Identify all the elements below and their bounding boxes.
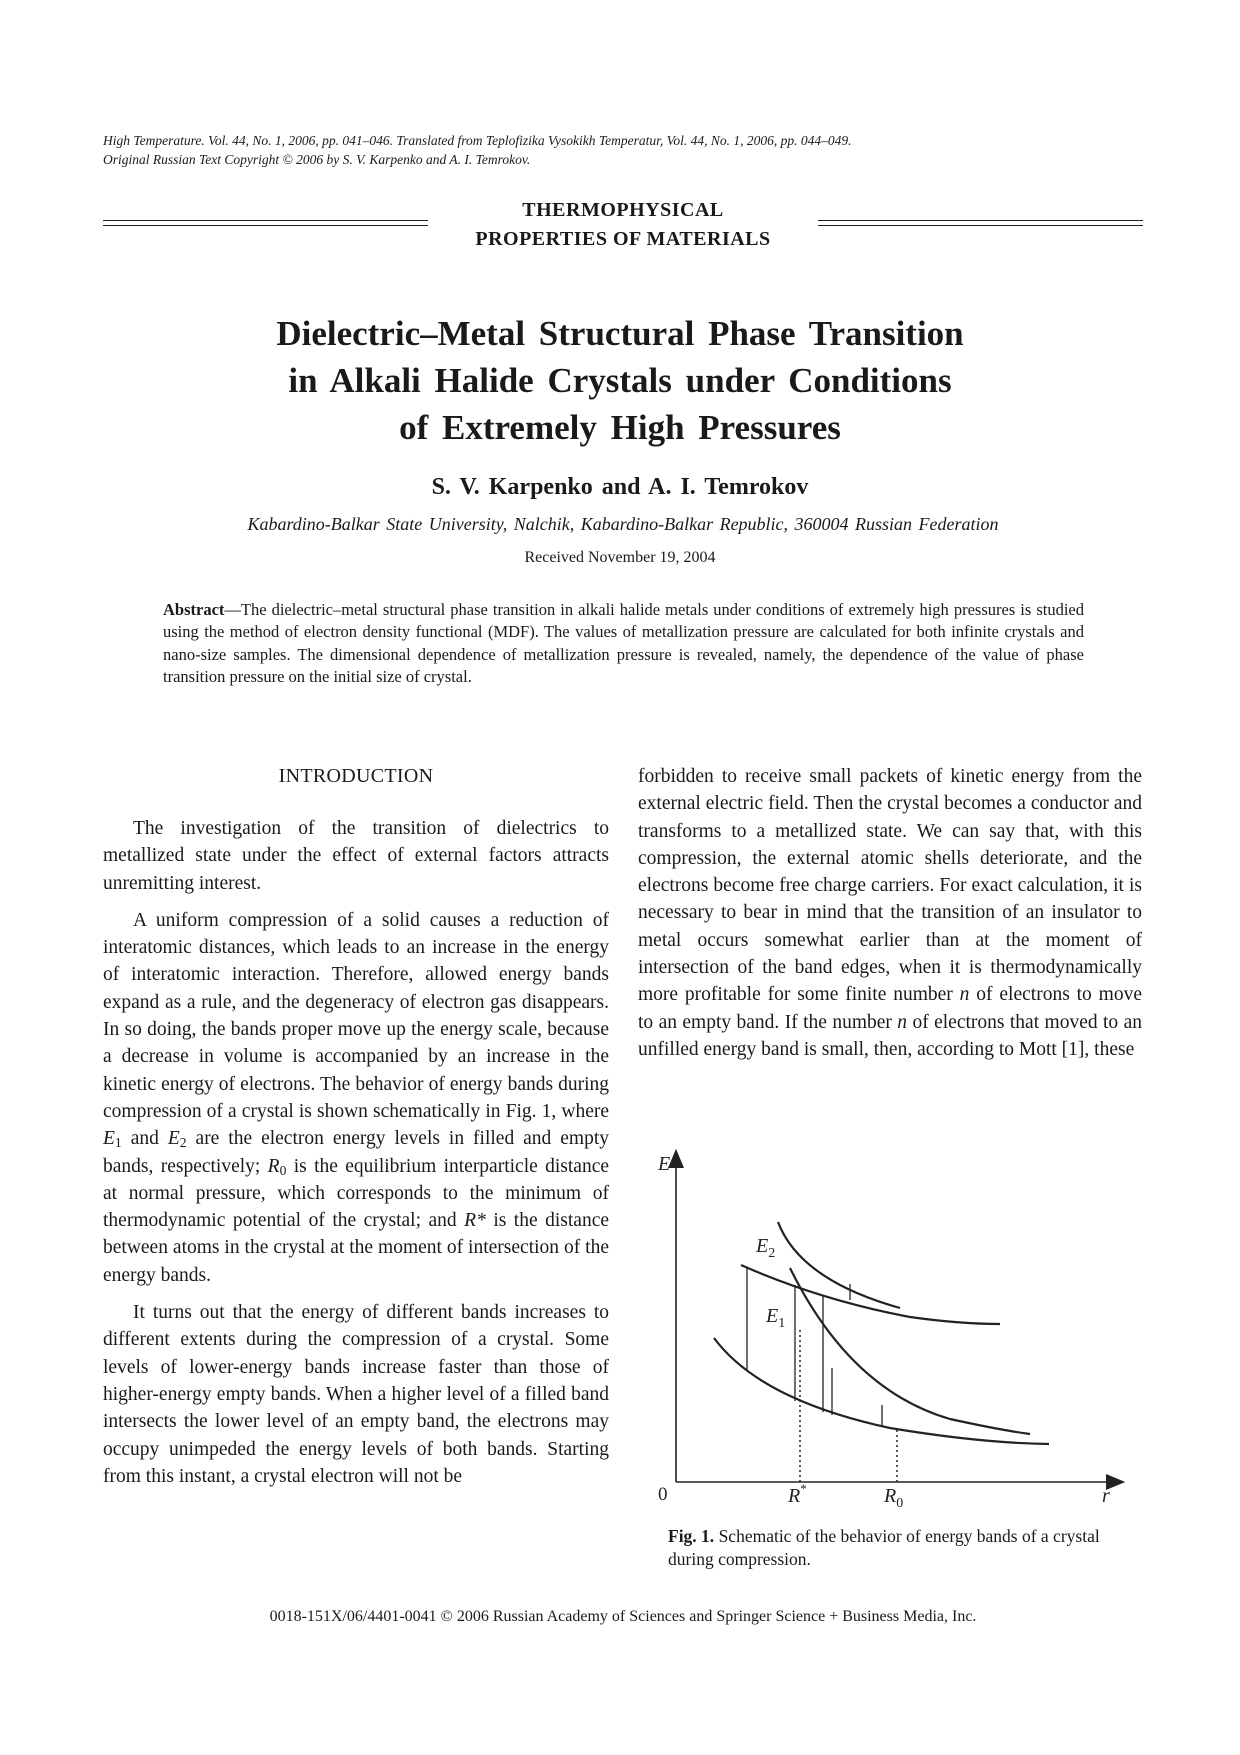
- paragraph-3: It turns out that the energy of different bands increases to different extents during the compression of a crystal. Some levels of lower-energy bands increase faster than those of higher-energy empty bands. When a higher level of a filled band intersects the lower level of an empty band, the electrons may occupy unimpeded the energy levels of both bands. Starting from this instant, a crystal electron will not be: [103, 1302, 609, 1487]
- origin-label: 0: [658, 1484, 668, 1505]
- y-axis-label: E: [658, 1153, 671, 1175]
- p4-text-b: of electrons to move to an empty band. If the number: [638, 984, 1142, 1033]
- r0-label: $R_0$: [884, 1485, 904, 1511]
- p2-text-b: are the electron energy levels in filled and empty bands, respectively;: [103, 1128, 610, 1177]
- abstract-text: —The dielectric–metal structural phase transition in alkali halide metals under conditions of extremely high pressures is studied using the method of electron density functional (MDF). The values of metallization pressure are calculated for both infinite crystals and nano-size samples. The dimensional dependence of metallization pressure is revealed, namely, the dependence of the value of phase transition pressure on the initial size of crystal.: [163, 600, 1084, 687]
- figure-caption: [668, 1525, 1146, 1571]
- symbol-e1: E: [103, 1128, 115, 1150]
- figure-1: [650, 1140, 1150, 1520]
- p2-and: and: [121, 1128, 168, 1150]
- section-label: [103, 196, 1143, 254]
- authors: S. V. Karpenko and A. I. Temrokov: [431, 474, 809, 500]
- symbol-n-2: n: [897, 1011, 908, 1033]
- paragraph-4: [638, 763, 1142, 1063]
- sub-2: 2: [179, 1135, 187, 1151]
- paragraph-1: The investigation of the transition of dielectrics to metallized state under the effect of external factors attracts unremitting interest.: [103, 818, 609, 894]
- p2-text-c: is the equilibrium interparticle distance at normal pressure, which corresponds to the minimum of thermodynamic potential of the crystal; and: [103, 1155, 609, 1232]
- caption-text: Schematic of the behavior of energy bands of a crystal during compression.: [668, 1526, 1100, 1569]
- affiliation: Kabardino-Balkar State University, Nalchik, Kabardino-Balkar Republic, 360004 Russian Federation: [247, 514, 999, 534]
- p2-text-d: is the distance between atoms in the crystal at the moment of intersection of the energy bands.: [103, 1210, 610, 1286]
- section-line-2: PROPERTIES OF MATERIALS: [475, 228, 771, 250]
- symbol-r0: R: [267, 1155, 280, 1177]
- abstract-label: Abstract: [163, 600, 225, 619]
- section-line-1: THERMOPHYSICAL: [522, 199, 724, 221]
- paragraph-2: [103, 907, 609, 1289]
- title-line-3: of Extremely High Pressures: [399, 408, 841, 447]
- citation-line-2: Original Russian Text Copyright © 2006 by S. V. Karpenko and A. I. Temrokov.: [103, 152, 531, 167]
- sub-1: 1: [114, 1135, 122, 1151]
- title-line-1: Dielectric–Metal Structural Phase Transition: [276, 314, 964, 353]
- received-date: Received November 19, 2004: [524, 549, 716, 566]
- x-axis-label: r: [1102, 1485, 1110, 1507]
- p4-text-c: of electrons that moved to an unfilled energy band is small, then, according to Mott [1], these: [638, 1011, 1142, 1060]
- e1-label: $E_1$: [766, 1305, 786, 1331]
- caption-label: Fig. 1.: [668, 1526, 715, 1546]
- introduction-heading: INTRODUCTION: [278, 765, 434, 787]
- right-column: [638, 763, 1142, 1073]
- e1-upper-curve: [790, 1268, 1030, 1434]
- e2-label: $E_2$: [756, 1235, 776, 1261]
- symbol-n: n: [959, 984, 970, 1006]
- copyright-footer: 0018-151X/06/4401-0041 © 2006 Russian Academy of Sciences and Springer Science + Business Media, Inc.: [269, 1608, 977, 1625]
- p2-text-a: A uniform compression of a solid causes a reduction of interatomic distances, which leads to an increase in the energy of interatomic interaction. Therefore, allowed energy bands expand as a rule, and the degeneracy of electron gas disappears. In so doing, the bands proper move up the energy scale, because a decrease in volume is accompanied by an increase in the kinetic energy of electrons. The behavior of energy bands during compression of a crystal is shown schematically in Fig. 1, where: [103, 909, 609, 1122]
- citation-line-1: High Temperature. Vol. 44, No. 1, 2006, pp. 041–046. Translated from Teplofizika Vysokikh Temperatur, Vol. 44, No. 1, 2006, pp. 044–049.: [103, 133, 852, 148]
- section-heading: [103, 196, 1143, 252]
- symbol-rstar: R*: [464, 1210, 486, 1232]
- symbol-e2: E: [167, 1128, 180, 1150]
- journal-citation: [103, 131, 1143, 169]
- left-column: [103, 763, 609, 1500]
- title-line-2: in Alkali Halide Crystals under Conditions: [288, 361, 952, 400]
- band-diagram: [650, 1140, 1150, 1520]
- p4-text-a: forbidden to receive small packets of kinetic energy from the external electric field. Then the crystal becomes a conductor and transforms to a metallized state. We can say that, with this compression, the external atomic shells deteriorate, and the electrons become free charge carriers. For exact calculation, it is necessary to bear in mind that the transition of an insulator to metal occurs somewhat earlier than at the moment of intersection of the band edges, when it is thermodynamically more profitable for some finite number: [638, 766, 1142, 1006]
- e2-upper-curve: [778, 1222, 900, 1308]
- paper-title: [150, 310, 1090, 451]
- sub-0: 0: [279, 1162, 287, 1178]
- abstract: [163, 599, 1084, 689]
- rstar-label: R*: [788, 1481, 807, 1507]
